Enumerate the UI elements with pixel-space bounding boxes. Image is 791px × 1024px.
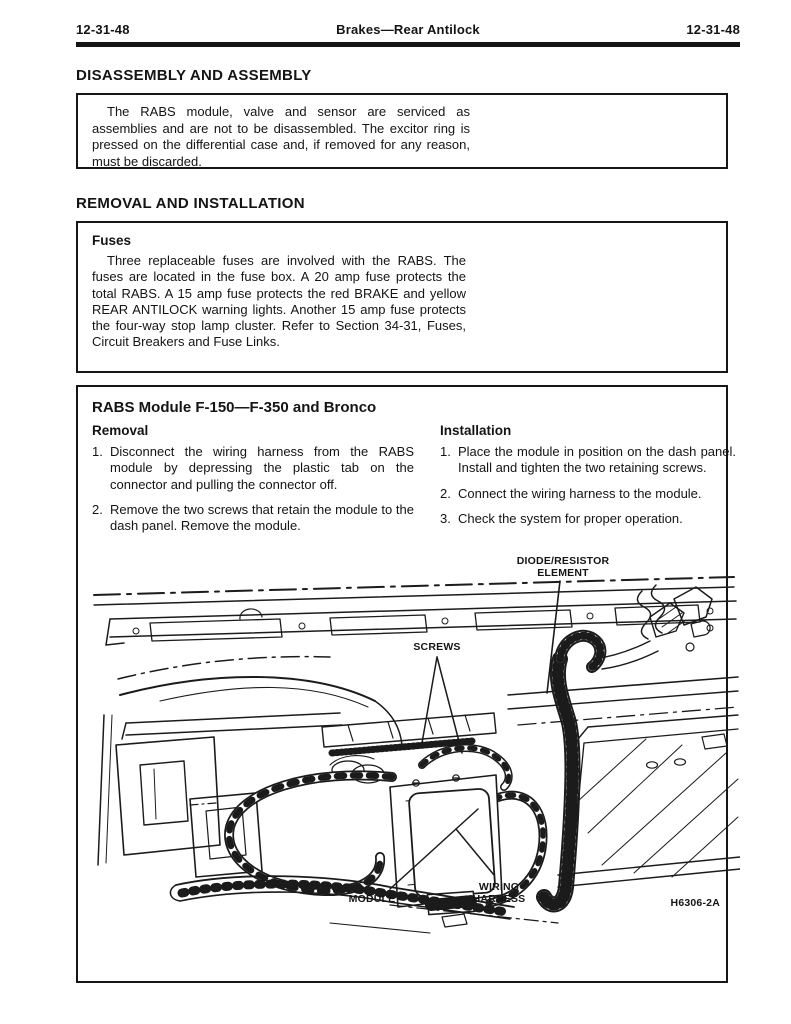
figure-label-wiring-harness: WIRING HARNESS bbox=[472, 881, 526, 906]
header-right-code: 12-31-48 bbox=[686, 22, 740, 37]
header-title: Brakes—Rear Antilock bbox=[336, 22, 480, 37]
header-rule bbox=[76, 42, 740, 47]
disassembly-heading: DISASSEMBLY AND ASSEMBLY bbox=[76, 67, 312, 84]
step-text: Connect the wiring harness to the module. bbox=[458, 485, 702, 501]
installation-step-2 bbox=[440, 486, 736, 502]
step-number: 2. bbox=[440, 485, 451, 501]
disassembly-note-text: The RABS module, valve and sensor are serviced as assemblies and are not to be disassembled. The excitor ring is pressed on the differential case and, if removed for any reason, must be discarded. bbox=[92, 104, 470, 169]
figure-label-module: MODULE bbox=[348, 893, 396, 906]
step-number: 3. bbox=[440, 510, 451, 526]
dash-top-rails bbox=[94, 577, 736, 645]
disassembly-note-box bbox=[76, 93, 728, 169]
step-number: 1. bbox=[92, 444, 103, 459]
rabs-module-box bbox=[76, 385, 736, 983]
figure-label-screws: SCREWS bbox=[413, 641, 461, 654]
installation-column bbox=[440, 423, 736, 543]
removal-step-1 bbox=[92, 444, 414, 493]
removal-step-2 bbox=[92, 502, 414, 535]
step-text: Remove the two screws that retain the module to the dash panel. Remove the module. bbox=[110, 501, 414, 534]
rabs-module-title: RABS Module F-150—F-350 and Bronco bbox=[92, 399, 377, 416]
fuses-text: Three replaceable fuses are involved with the RABS. The fuses are located in the fuse box. A 20 amp fuse protects the total RABS. A 15 amp fuse protects the red BRAKE and yellow REAR ANTILOCK warning lights. Another 15 amp fuse protects the four-way stop lamp cluster. Refer to Section 34-31, Fuses, Circuit Breakers and Fuse Links. bbox=[92, 253, 466, 350]
header-left-code: 12-31-48 bbox=[76, 22, 130, 37]
cowl-and-beam bbox=[118, 657, 402, 745]
procedure-columns bbox=[92, 423, 736, 543]
figure-label-diode-resistor-element: DIODE/RESISTOR ELEMENT bbox=[516, 555, 610, 580]
step-text: Place the module in position on the dash panel. Install and tighten the two retaining screws. bbox=[458, 444, 736, 476]
rabs-module-figure bbox=[90, 555, 740, 937]
step-text: Check the system for proper operation. bbox=[458, 510, 683, 526]
step-number: 2. bbox=[92, 501, 103, 517]
figure-code: H6306-2A bbox=[670, 897, 720, 910]
installation-step-3 bbox=[440, 511, 736, 527]
step-text: Disconnect the wiring harness from the RABS module by depressing the plastic tab on the connector and pulling the connector off. bbox=[110, 444, 414, 492]
fuses-box bbox=[76, 221, 728, 373]
removal-column bbox=[92, 423, 414, 543]
removal-installation-heading: REMOVAL AND INSTALLATION bbox=[76, 195, 305, 212]
diode-resistor-cluster bbox=[594, 585, 713, 669]
installation-title: Installation bbox=[440, 423, 512, 438]
dash-panel-line-drawing bbox=[90, 555, 740, 937]
fuses-title: Fuses bbox=[92, 233, 132, 248]
installation-steps bbox=[440, 444, 736, 527]
removal-steps bbox=[92, 444, 414, 534]
removal-title: Removal bbox=[92, 423, 149, 438]
installation-step-1 bbox=[440, 444, 736, 477]
page-header bbox=[76, 22, 740, 37]
step-number: 1. bbox=[440, 444, 451, 459]
